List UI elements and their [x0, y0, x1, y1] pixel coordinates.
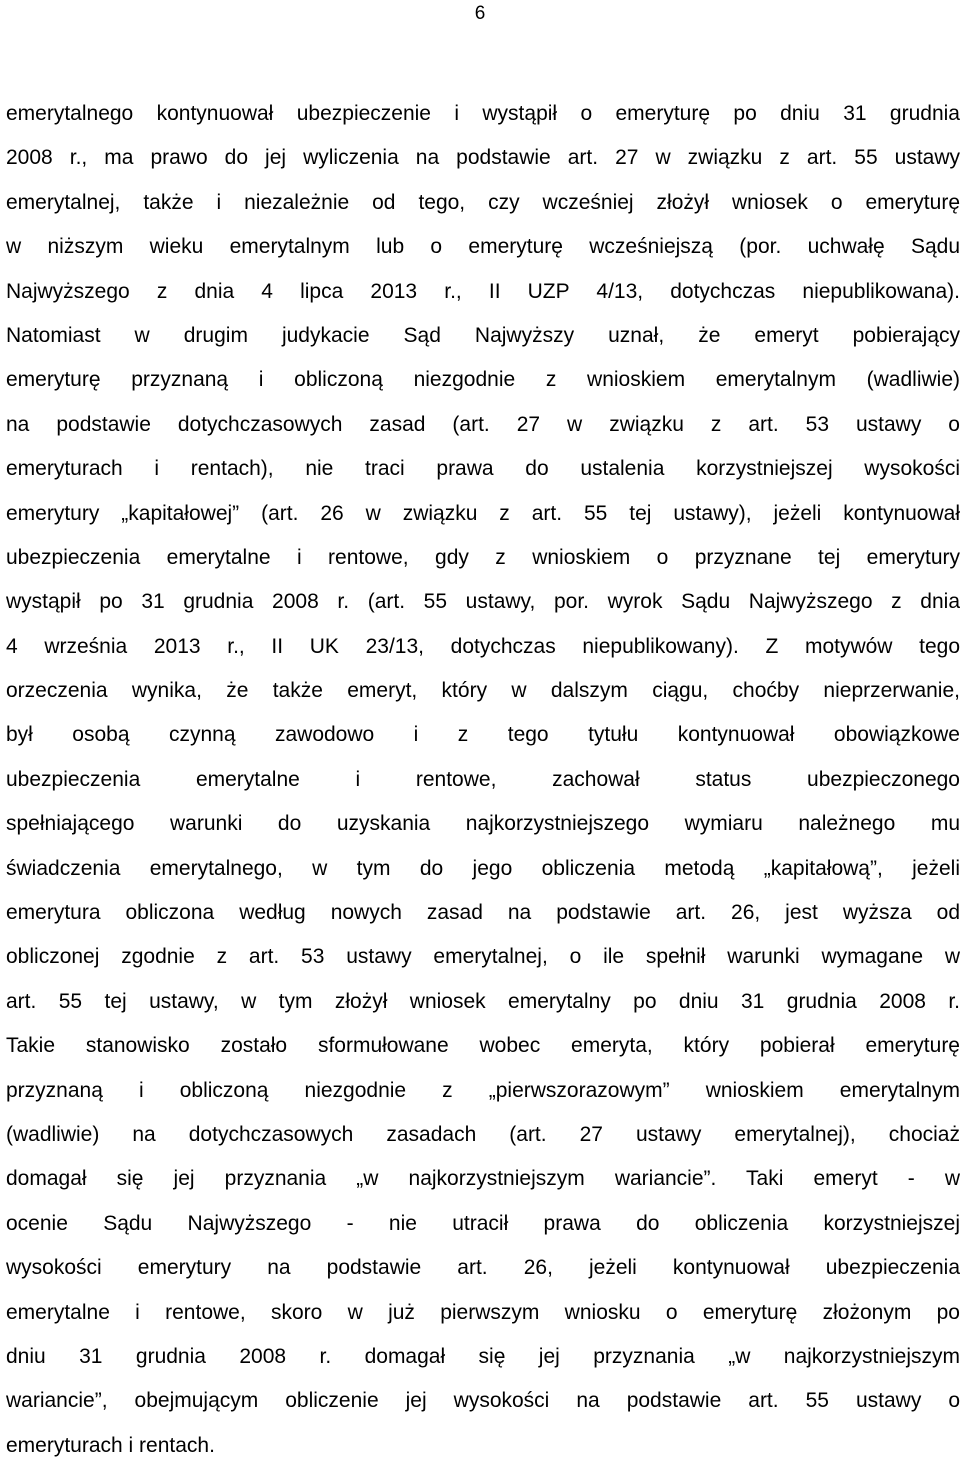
text-line: wysokości emerytury na podstawie art. 26, jeżeli kontynuował ubezpieczenia	[6, 1256, 960, 1280]
text-line: obliczonej zgodnie z art. 53 ustawy emerytalnej, o ile spełnił warunki wymagane w	[6, 945, 960, 969]
text-line: wystąpił po 31 grudnia 2008 r. (art. 55 ustawy, por. wyrok Sądu Najwyższego z dnia	[6, 590, 960, 614]
text-line: na podstawie dotychczasowych zasad (art. 27 w związku z art. 53 ustawy o	[6, 412, 960, 436]
text-line: świadczenia emerytalnego, w tym do jego obliczenia metodą „kapitałową”, jeżeli	[6, 856, 960, 880]
text-line: przyznaną i obliczoną niezgodnie z „pierwszorazowym” wnioskiem emerytalnym	[6, 1078, 960, 1102]
document-body	[6, 92, 960, 1468]
text-line-last: emeryturach i rentach.	[6, 1433, 215, 1457]
text-line: emerytury „kapitałowej” (art. 26 w związku z art. 55 tej ustawy), jeżeli kontynuował	[6, 501, 960, 525]
text-line: domagał się jej przyznania „w najkorzystniejszym wariancie”. Taki emeryt - w	[6, 1167, 960, 1191]
text-line: (wadliwie) na dotychczasowych zasadach (art. 27 ustawy emerytalnej), chociaż	[6, 1122, 960, 1146]
text-line: 2008 r., ma prawo do jej wyliczenia na podstawie art. 27 w związku z art. 55 ustawy	[6, 146, 960, 170]
text-line: 4 września 2013 r., II UK 23/13, dotychczas niepublikowany). Z motywów tego	[6, 634, 960, 658]
text-line: emeryturę przyznaną i obliczoną niezgodnie z wnioskiem emerytalnym (wadliwie)	[6, 368, 960, 392]
text-line: ocenie Sądu Najwyższego - nie utracił prawa do obliczenia korzystniejszej	[6, 1211, 960, 1235]
text-line: emerytalne i rentowe, skoro w już pierwszym wniosku o emeryturę złożonym po	[6, 1300, 960, 1324]
text-line: Takie stanowisko zostało sformułowane wobec emeryta, który pobierał emeryturę	[6, 1034, 960, 1058]
text-line: emeryturach i rentach), nie traci prawa do ustalenia korzystniejszej wysokości	[6, 457, 960, 481]
text-line: art. 55 tej ustawy, w tym złożył wniosek emerytalny po dniu 31 grudnia 2008 r.	[6, 989, 960, 1013]
text-line: Natomiast w drugim judykacie Sąd Najwyższy uznał, że emeryt pobierający	[6, 323, 960, 347]
text-line: ubezpieczenia emerytalne i rentowe, gdy z wnioskiem o przyznane tej emerytury	[6, 545, 960, 569]
text-line: Najwyższego z dnia 4 lipca 2013 r., II UZP 4/13, dotychczas niepublikowana).	[6, 279, 960, 303]
text-line: orzeczenia wynika, że także emeryt, który w dalszym ciągu, choćby nieprzerwanie,	[6, 679, 960, 703]
text-line: wariancie”, obejmującym obliczenie jej wysokości na podstawie art. 55 ustawy o	[6, 1389, 960, 1413]
text-line: w niższym wieku emerytalnym lub o emeryturę wcześniejszą (por. uchwałę Sądu	[6, 235, 960, 259]
page-number: 6	[474, 3, 486, 24]
text-line: emerytalnej, także i niezależnie od tego, czy wcześniej złożył wniosek o emeryturę	[6, 190, 960, 214]
text-line: spełniającego warunki do uzyskania najkorzystniejszego wymiaru należnego mu	[6, 812, 960, 836]
text-line: dniu 31 grudnia 2008 r. domagał się jej przyznania „w najkorzystniejszym	[6, 1344, 960, 1368]
text-line: był osobą czynną zawodowo i z tego tytułu kontynuował obowiązkowe	[6, 723, 960, 747]
text-line: emerytalnego kontynuował ubezpieczenie i wystąpił o emeryturę po dniu 31 grudnia	[6, 102, 960, 125]
text-line: emerytura obliczona według nowych zasad na podstawie art. 26, jest wyższa od	[6, 901, 960, 925]
text-line: ubezpieczenia emerytalne i rentowe, zachował status ubezpieczonego	[6, 767, 960, 791]
